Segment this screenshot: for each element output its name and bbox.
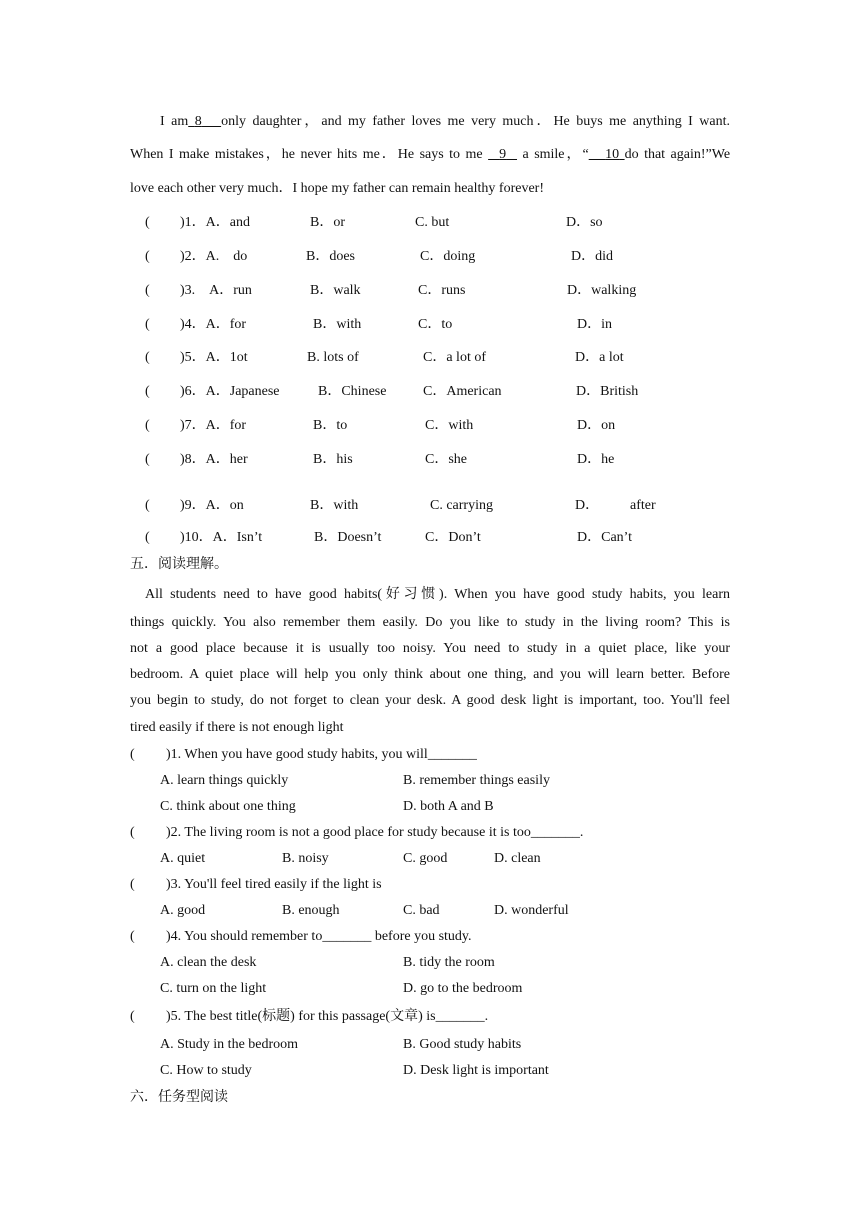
- passage-line: bedroom. A quiet place will help you only think about one thing, and you will learn better. Before: [130, 667, 730, 682]
- cloze-option: D．so: [566, 215, 603, 230]
- option: C. turn on the light: [160, 981, 267, 996]
- cloze-option: D．Can’t: [577, 530, 632, 545]
- cloze-option: after: [630, 498, 656, 513]
- cloze-option: B．Chinese: [318, 384, 387, 399]
- passage-line: not a good place because it is usually too noisy. You need to study in a quiet place, like your: [130, 641, 730, 656]
- cloze-line-1: I am 8 only daughter，and my father loves me very much．He buys me anything I want.: [160, 114, 731, 129]
- answer-paren[interactable]: (: [145, 452, 150, 467]
- cloze-option: B．with: [313, 317, 362, 332]
- cloze-question-stem: )6．A．Japanese: [180, 384, 280, 399]
- cloze-option: C．runs: [418, 283, 466, 298]
- answer-paren[interactable]: (: [145, 350, 150, 365]
- cloze-option: B．Doesn’t: [314, 530, 382, 545]
- cloze-question-stem: )10．A．Isn’t: [180, 530, 263, 545]
- option: C. think about one thing: [160, 799, 296, 814]
- cloze-option: C．with: [425, 418, 474, 433]
- option: A. quiet: [160, 851, 206, 866]
- answer-paren[interactable]: (: [145, 215, 150, 230]
- option: B. remember things easily: [403, 773, 550, 788]
- cloze-option: B．or: [310, 215, 345, 230]
- cloze-question-stem: )4．A．for: [180, 317, 247, 332]
- cloze-question-stem: )5．A．1ot: [180, 350, 248, 365]
- cloze-line-2: When I make mistakes，he never hits me．He says to me 9 a smile，“ 10 do that again!”We: [130, 147, 731, 162]
- answer-paren[interactable]: (: [145, 317, 150, 332]
- cloze-option: D．in: [577, 317, 612, 332]
- answer-paren[interactable]: (: [145, 498, 150, 513]
- cloze-option: B．does: [306, 249, 355, 264]
- blank-9: 9: [499, 147, 507, 162]
- option: C. How to study: [160, 1063, 252, 1078]
- answer-paren[interactable]: (: [145, 418, 150, 433]
- option: A. good: [160, 903, 206, 918]
- blank-10: 10: [605, 147, 620, 162]
- option: C. good: [403, 851, 448, 866]
- cloze-question-stem: )1．A．and: [180, 215, 250, 230]
- cloze-option: C．American: [423, 384, 502, 399]
- cloze-option: B．his: [313, 452, 353, 467]
- option: D. both A and B: [403, 799, 494, 814]
- option: B. tidy the room: [403, 955, 495, 970]
- cloze-option: C．to: [418, 317, 453, 332]
- cloze-question-stem: )8．A．her: [180, 452, 248, 467]
- passage-line: All students need to have good habits(好习惯). When you have good study habits, you learn: [145, 587, 730, 602]
- cloze-option: B．with: [310, 498, 359, 513]
- cloze-question-stem: )9．A．on: [180, 498, 244, 513]
- option: B. enough: [282, 903, 340, 918]
- option: A. clean the desk: [160, 955, 257, 970]
- answer-paren[interactable]: (: [145, 249, 150, 264]
- option: A. Study in the bedroom: [160, 1037, 299, 1052]
- cloze-option: B. lots of: [307, 350, 359, 365]
- cloze-option: C．Don’t: [425, 530, 481, 545]
- answer-paren[interactable]: (: [145, 283, 150, 298]
- section-5-heading: 五．阅读理解。: [130, 557, 228, 572]
- cloze-option: C．she: [425, 452, 467, 467]
- cloze-option: D．did: [571, 249, 613, 264]
- cloze-option: D．he: [577, 452, 615, 467]
- section-6-heading: 六．任务型阅读: [130, 1090, 228, 1105]
- option: D. Desk light is important: [403, 1063, 549, 1078]
- option: D. clean: [494, 851, 541, 866]
- cloze-question-stem: )2．A. do: [180, 249, 248, 264]
- answer-paren[interactable]: (: [145, 384, 150, 399]
- cloze-option: D．British: [576, 384, 639, 399]
- option: A. learn things quickly: [160, 773, 289, 788]
- cloze-option: B．walk: [310, 283, 361, 298]
- cloze-option: C. but: [415, 215, 450, 230]
- cloze-line-3: love each other very much．I hope my father can remain healthy forever!: [130, 181, 544, 196]
- cloze-option: D．on: [577, 418, 616, 433]
- cloze-question-stem: )3. A．run: [180, 283, 252, 298]
- cloze-option: D．: [575, 498, 600, 513]
- passage-line: you begin to study, do not forget to clean your desk. A good desk light is important, too. You'll feel: [130, 693, 730, 708]
- cloze-option: B．to: [313, 418, 348, 433]
- option: B. noisy: [282, 851, 329, 866]
- option: D. wonderful: [494, 903, 569, 918]
- passage-line: things quickly. You also remember them easily. Do you like to study in the living room? This is: [130, 615, 730, 630]
- cloze-option: D．a lot: [575, 350, 624, 365]
- blank-8: 8: [194, 114, 202, 129]
- answer-paren[interactable]: (: [145, 530, 150, 545]
- option: C. bad: [403, 903, 440, 918]
- cloze-option: C. carrying: [430, 498, 493, 513]
- cloze-question-stem: )7．A．for: [180, 418, 247, 433]
- cloze-option: D．walking: [567, 283, 637, 298]
- option: D. go to the bedroom: [403, 981, 523, 996]
- cloze-option: C．doing: [420, 249, 476, 264]
- option: B. Good study habits: [403, 1037, 522, 1052]
- passage-line: tired easily if there is not enough light: [130, 720, 344, 735]
- cloze-option: C．a lot of: [423, 350, 486, 365]
